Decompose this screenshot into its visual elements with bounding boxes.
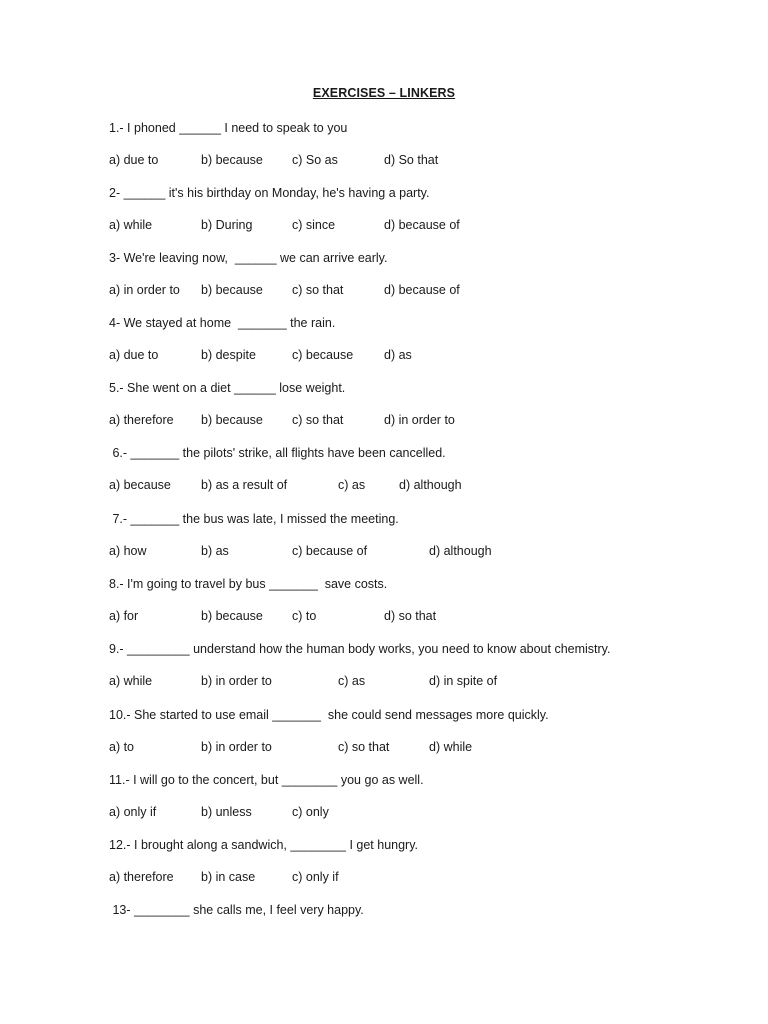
answer-option: d) although [429, 544, 492, 558]
answer-option: a) due to [109, 153, 159, 167]
answer-option: b) in case [201, 870, 256, 884]
answer-option: c) so that [292, 413, 344, 427]
answer-option: c) So as [292, 153, 338, 167]
options-row [109, 348, 729, 366]
question-text: 10.- She started to use email _______ she could send messages more quickly. [109, 708, 549, 722]
question-text: 3- We're leaving now, ______ we can arrive early. [109, 251, 388, 265]
question-text: 4- We stayed at home _______ the rain. [109, 316, 336, 330]
answer-option: a) therefore [109, 413, 174, 427]
answer-option: c) since [292, 218, 336, 232]
answer-option: b) as a result of [201, 478, 288, 492]
answer-option: b) unless [201, 805, 252, 819]
answer-option: a) therefore [109, 870, 174, 884]
options-row [109, 413, 729, 431]
answer-option: c) as [338, 674, 366, 688]
answer-option: c) only [292, 805, 329, 819]
options-row [109, 740, 729, 758]
question-text: 5.- She went on a diet ______ lose weight. [109, 381, 346, 395]
answer-option: a) because [109, 478, 171, 492]
answer-option: d) although [399, 478, 462, 492]
question-text: 2- ______ it's his birthday on Monday, he's having a party. [109, 186, 430, 200]
options-row [109, 609, 729, 627]
options-row [109, 805, 729, 823]
page-title: EXERCISES – LINKERS [312, 86, 456, 100]
question-text: 11.- I will go to the concert, but ________ you go as well. [109, 773, 424, 787]
question-text: 1.- I phoned ______ I need to speak to you [109, 121, 348, 135]
answer-option: b) as [201, 544, 229, 558]
answer-option: a) only if [109, 805, 157, 819]
answer-option: c) as [338, 478, 366, 492]
question-text: 6.- _______ the pilots' strike, all flights have been cancelled. [109, 446, 446, 460]
answer-option: a) how [109, 544, 147, 558]
answer-option: a) due to [109, 348, 159, 362]
answer-option: d) while [429, 740, 473, 754]
answer-option: c) so that [338, 740, 390, 754]
answer-option: b) because [201, 609, 263, 623]
answer-option: c) only if [292, 870, 339, 884]
answer-option: a) while [109, 674, 153, 688]
options-row [109, 283, 729, 301]
answer-option: b) in order to [201, 674, 272, 688]
answer-option: d) because of [384, 218, 460, 232]
question-text: 13- ________ she calls me, I feel very happy. [109, 903, 364, 917]
question-text: 8.- I'm going to travel by bus _______ save costs. [109, 577, 388, 591]
answer-option: b) because [201, 283, 263, 297]
answer-option: c) to [292, 609, 317, 623]
question-text: 9.- _________ understand how the human body works, you need to know about chemistry. [109, 642, 611, 656]
answer-option: c) because of [292, 544, 368, 558]
answer-option: d) in order to [384, 413, 455, 427]
answer-option: b) despite [201, 348, 256, 362]
answer-option: d) in spite of [429, 674, 498, 688]
answer-option: b) because [201, 413, 263, 427]
question-text: 7.- _______ the bus was late, I missed the meeting. [109, 512, 399, 526]
answer-option: d) So that [384, 153, 439, 167]
options-row [109, 870, 729, 888]
answer-option: a) while [109, 218, 153, 232]
answer-option: a) to [109, 740, 135, 754]
options-row [109, 153, 729, 171]
options-row [109, 544, 729, 562]
answer-option: d) as [384, 348, 412, 362]
answer-option: c) so that [292, 283, 344, 297]
answer-option: c) because [292, 348, 354, 362]
question-text: 12.- I brought along a sandwich, ________ I get hungry. [109, 838, 419, 852]
options-row [109, 478, 729, 496]
answer-option: a) for [109, 609, 139, 623]
answer-option: d) so that [384, 609, 437, 623]
answer-option: b) in order to [201, 740, 272, 754]
options-row [109, 218, 729, 236]
answer-option: d) because of [384, 283, 460, 297]
answer-option: b) During [201, 218, 253, 232]
options-row [109, 674, 729, 692]
answer-option: a) in order to [109, 283, 180, 297]
answer-option: b) because [201, 153, 263, 167]
